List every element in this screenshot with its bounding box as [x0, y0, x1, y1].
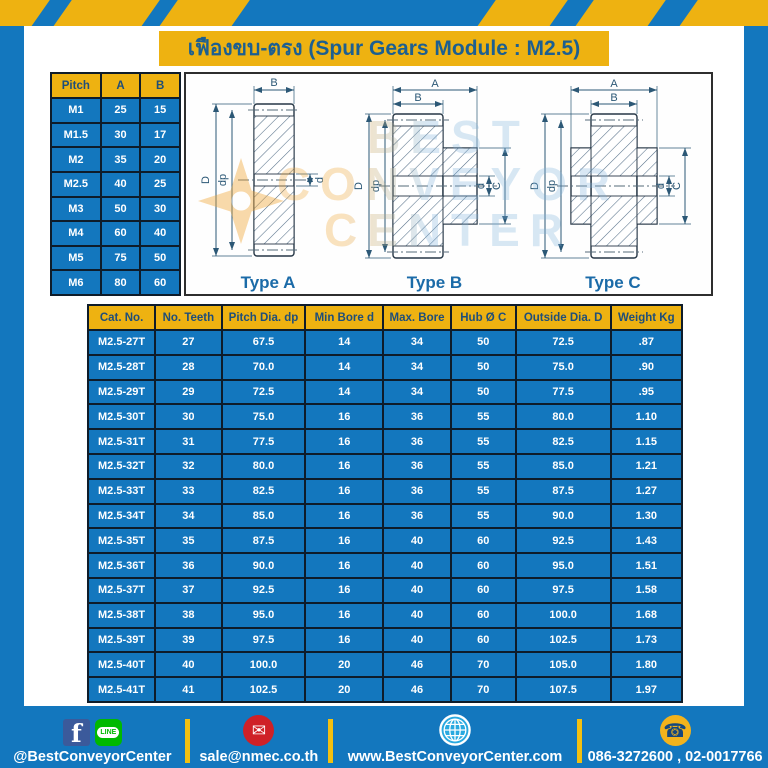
- table-cell: 36: [383, 454, 451, 479]
- table-cell: 46: [383, 652, 451, 677]
- table-cell: M2.5-28T: [88, 355, 155, 380]
- table-cell: 34: [155, 504, 222, 529]
- dim-label-D: D: [352, 182, 365, 190]
- hazard-stripe: [473, 0, 570, 26]
- table-cell: 25: [101, 98, 141, 123]
- table-cell: 55: [451, 504, 516, 529]
- table-cell: 40: [383, 628, 451, 653]
- table-cell: 75.0: [516, 355, 611, 380]
- table-cell: 1.51: [611, 553, 682, 578]
- table-cell: 1.27: [611, 479, 682, 504]
- table-cell: 14: [305, 330, 383, 355]
- dim-label-b: B: [413, 92, 422, 104]
- table-cell: 82.5: [516, 429, 611, 454]
- table-cell: 60: [101, 221, 141, 246]
- table-cell: 40: [140, 221, 180, 246]
- hazard-stripe: [675, 0, 768, 26]
- table-cell: 40: [383, 553, 451, 578]
- table-cell: .87: [611, 330, 682, 355]
- table-cell: 70.0: [222, 355, 306, 380]
- table-row: [51, 270, 180, 295]
- table-cell: 55: [451, 479, 516, 504]
- table-cell: 40: [155, 652, 222, 677]
- table-cell: M2.5-31T: [88, 429, 155, 454]
- dim-label-dp: dp: [546, 179, 558, 193]
- table-cell: 75.0: [222, 404, 306, 429]
- hazard-stripe: [0, 0, 53, 26]
- table-cell: 40: [383, 578, 451, 603]
- table-cell: M5: [51, 246, 101, 271]
- top-hazard-bar: [0, 0, 768, 26]
- table-cell: 20: [140, 147, 180, 172]
- content-area: [24, 26, 744, 706]
- table-cell: 29: [155, 380, 222, 405]
- footer-phone-label: 086-3272600 , 02-0017766: [587, 749, 763, 765]
- table-cell: 28: [155, 355, 222, 380]
- table-cell: M2.5-41T: [88, 677, 155, 702]
- table-cell: 55: [451, 454, 516, 479]
- table-cell: 16: [305, 578, 383, 603]
- table-cell: M2.5-27T: [88, 330, 155, 355]
- watermark-text: BEST CENTER: [186, 74, 711, 294]
- table-cell: 85.0: [222, 504, 306, 529]
- table-cell: .95: [611, 380, 682, 405]
- table-row: [51, 221, 180, 246]
- table-cell: 16: [305, 528, 383, 553]
- table-cell: 30: [155, 404, 222, 429]
- table-cell: 16: [305, 429, 383, 454]
- gear-table-header-row: [88, 305, 682, 330]
- table-cell: 36: [383, 429, 451, 454]
- table-cell: 80.0: [222, 454, 306, 479]
- table-cell: M2.5-39T: [88, 628, 155, 653]
- table-cell: 38: [155, 603, 222, 628]
- table-cell: 102.5: [516, 628, 611, 653]
- table-cell: 1.68: [611, 603, 682, 628]
- table-cell: 105.0: [516, 652, 611, 677]
- table-row: [51, 123, 180, 148]
- dim-label-D: D: [529, 182, 541, 190]
- table-cell: M1: [51, 98, 101, 123]
- column-header: Hub Ø C: [451, 305, 516, 330]
- table-cell: M2.5-30T: [88, 404, 155, 429]
- table-cell: 70: [451, 677, 516, 702]
- diagram-label: Type B: [406, 273, 463, 292]
- table-cell: 16: [305, 628, 383, 653]
- footer-email-label: sale@nmec.co.th: [199, 749, 319, 765]
- table-cell: 33: [155, 479, 222, 504]
- footer-website-link[interactable]: [333, 714, 577, 765]
- column-header: Min Bore d: [305, 305, 383, 330]
- table-cell: 46: [383, 677, 451, 702]
- table-cell: 67.5: [222, 330, 306, 355]
- table-cell: M6: [51, 270, 101, 295]
- table-cell: 32: [155, 454, 222, 479]
- table-row: [88, 504, 682, 529]
- table-cell: 16: [305, 553, 383, 578]
- table-cell: 41: [155, 677, 222, 702]
- table-cell: 60: [451, 553, 516, 578]
- dim-label-D: D: [200, 176, 212, 184]
- table-cell: 16: [305, 404, 383, 429]
- footer-bar: [0, 706, 768, 768]
- footer-social-label: @BestConveyorCenter: [13, 749, 172, 765]
- gear-table-panel: [87, 304, 683, 703]
- dim-label-d: d: [474, 182, 487, 190]
- table-cell: M2.5-35T: [88, 528, 155, 553]
- table-row: [88, 677, 682, 702]
- column-header: Weight Kg: [611, 305, 682, 330]
- table-cell: 60: [451, 528, 516, 553]
- table-cell: 1.97: [611, 677, 682, 702]
- table-cell: 1.43: [611, 528, 682, 553]
- table-cell: 30: [140, 197, 180, 222]
- table-cell: 1.30: [611, 504, 682, 529]
- table-row: [51, 172, 180, 197]
- pitch-table: [50, 72, 181, 296]
- page-title: เฟืองขบ-ตรง (Spur Gears Module : M2.5): [159, 31, 609, 66]
- table-cell: 95.0: [516, 553, 611, 578]
- table-cell: 97.5: [516, 578, 611, 603]
- table-row: [51, 98, 180, 123]
- table-cell: 60: [140, 270, 180, 295]
- column-header: Cat. No.: [88, 305, 155, 330]
- footer-phone-link[interactable]: [582, 715, 768, 765]
- table-cell: 77.5: [516, 380, 611, 405]
- table-cell: 34: [383, 380, 451, 405]
- table-cell: 80.0: [516, 404, 611, 429]
- table-cell: 55: [451, 404, 516, 429]
- table-cell: M2.5-37T: [88, 578, 155, 603]
- table-cell: 31: [155, 429, 222, 454]
- table-cell: 16: [305, 504, 383, 529]
- pitch-table-panel: [50, 72, 181, 296]
- table-cell: 35: [155, 528, 222, 553]
- table-row: [51, 197, 180, 222]
- table-row: [51, 147, 180, 172]
- table-cell: 36: [383, 504, 451, 529]
- dim-label-b: B: [610, 92, 618, 104]
- table-cell: M2.5-34T: [88, 504, 155, 529]
- table-cell: 100.0: [516, 603, 611, 628]
- line-icon: LINE: [95, 719, 122, 746]
- table-cell: 16: [305, 603, 383, 628]
- table-cell: 70: [451, 652, 516, 677]
- table-cell: 27: [155, 330, 222, 355]
- table-cell: 35: [101, 147, 141, 172]
- table-row: [88, 479, 682, 504]
- table-row: [88, 380, 682, 405]
- table-row: [88, 404, 682, 429]
- table-cell: M4: [51, 221, 101, 246]
- table-cell: 14: [305, 380, 383, 405]
- table-cell: 50: [451, 380, 516, 405]
- gear-diagram-type-b: [347, 78, 523, 294]
- table-cell: 36: [383, 404, 451, 429]
- table-cell: 50: [451, 330, 516, 355]
- table-row: [88, 628, 682, 653]
- column-header: Pitch: [51, 73, 101, 98]
- column-header: A: [101, 73, 141, 98]
- table-cell: 20: [305, 677, 383, 702]
- table-row: [88, 528, 682, 553]
- table-cell: 107.5: [516, 677, 611, 702]
- dim-label-d: d: [314, 176, 326, 184]
- table-cell: 1.21: [611, 454, 682, 479]
- dim-label-d: d: [655, 182, 667, 190]
- table-cell: 34: [383, 330, 451, 355]
- table-cell: 16: [305, 479, 383, 504]
- table-row: [88, 603, 682, 628]
- table-cell: 90.0: [516, 504, 611, 529]
- gear-spec-table: [87, 304, 683, 703]
- table-cell: M2.5-36T: [88, 553, 155, 578]
- table-cell: 25: [140, 172, 180, 197]
- table-cell: 40: [383, 528, 451, 553]
- table-row: [88, 330, 682, 355]
- dim-label-dp: dp: [217, 173, 229, 187]
- hazard-stripe: [571, 0, 668, 26]
- table-cell: 95.0: [222, 603, 306, 628]
- pitch-table-header-row: [51, 73, 180, 98]
- table-row: [51, 246, 180, 271]
- table-cell: M2.5-29T: [88, 380, 155, 405]
- table-cell: 30: [101, 123, 141, 148]
- facebook-icon: f: [63, 719, 90, 746]
- dim-label-c: C: [490, 182, 503, 190]
- table-cell: M2.5-33T: [88, 479, 155, 504]
- table-cell: 36: [155, 553, 222, 578]
- diagram-panel: [184, 72, 713, 296]
- table-cell: 14: [305, 355, 383, 380]
- table-cell: 97.5: [222, 628, 306, 653]
- table-cell: 50: [451, 355, 516, 380]
- table-cell: 1.15: [611, 429, 682, 454]
- table-cell: 1.73: [611, 628, 682, 653]
- hazard-stripe: [49, 0, 162, 26]
- table-cell: M3: [51, 197, 101, 222]
- diagram-label: Type C: [585, 273, 641, 292]
- logo-watermark-icon: [198, 158, 284, 244]
- table-cell: 50: [140, 246, 180, 271]
- column-header: Pitch Dia. dp: [222, 305, 306, 330]
- table-cell: 39: [155, 628, 222, 653]
- table-cell: 87.5: [516, 479, 611, 504]
- diagram-label: Type A: [240, 273, 296, 292]
- table-row: [88, 355, 682, 380]
- table-cell: 60: [451, 603, 516, 628]
- table-cell: 1.58: [611, 578, 682, 603]
- table-cell: 92.5: [516, 528, 611, 553]
- gear-diagram-type-c: [525, 78, 701, 294]
- table-cell: 85.0: [516, 454, 611, 479]
- footer-website-label: www.BestConveyorCenter.com: [347, 749, 563, 765]
- table-cell: M2.5-38T: [88, 603, 155, 628]
- table-cell: 36: [383, 479, 451, 504]
- table-cell: 92.5: [222, 578, 306, 603]
- table-cell: 100.0: [222, 652, 306, 677]
- dim-label-b: B: [270, 78, 278, 89]
- table-cell: 20: [305, 652, 383, 677]
- table-cell: 72.5: [516, 330, 611, 355]
- dim-label-a: A: [610, 78, 618, 90]
- table-cell: 72.5: [222, 380, 306, 405]
- table-cell: M2: [51, 147, 101, 172]
- table-cell: 37: [155, 578, 222, 603]
- dim-label-c: C: [671, 182, 683, 190]
- column-header: B: [140, 73, 180, 98]
- dim-label-dp: dp: [369, 179, 382, 193]
- column-header: Outside Dia. D: [516, 305, 611, 330]
- table-row: [88, 429, 682, 454]
- table-cell: 75: [101, 246, 141, 271]
- column-header: Max. Bore: [383, 305, 451, 330]
- table-cell: 1.10: [611, 404, 682, 429]
- email-icon: ✉: [243, 715, 274, 746]
- table-cell: 60: [451, 578, 516, 603]
- table-cell: 50: [101, 197, 141, 222]
- table-cell: 55: [451, 429, 516, 454]
- table-cell: 40: [383, 603, 451, 628]
- table-cell: 16: [305, 454, 383, 479]
- table-row: [88, 454, 682, 479]
- table-row: [88, 652, 682, 677]
- table-cell: 80: [101, 270, 141, 295]
- table-cell: .90: [611, 355, 682, 380]
- table-cell: 40: [101, 172, 141, 197]
- table-cell: 77.5: [222, 429, 306, 454]
- column-header: No. Teeth: [155, 305, 222, 330]
- table-cell: 102.5: [222, 677, 306, 702]
- table-cell: 15: [140, 98, 180, 123]
- table-row: [88, 578, 682, 603]
- table-cell: M2.5: [51, 172, 101, 197]
- hazard-stripe: [155, 0, 252, 26]
- table-cell: 90.0: [222, 553, 306, 578]
- table-cell: M2.5-40T: [88, 652, 155, 677]
- phone-icon: ☎: [660, 715, 691, 746]
- globe-icon: [439, 714, 471, 746]
- table-cell: 82.5: [222, 479, 306, 504]
- table-cell: M1.5: [51, 123, 101, 148]
- table-cell: 34: [383, 355, 451, 380]
- footer-email-link[interactable]: [190, 715, 328, 765]
- table-cell: M2.5-32T: [88, 454, 155, 479]
- table-cell: 87.5: [222, 528, 306, 553]
- dim-label-a: A: [430, 78, 439, 90]
- table-cell: 1.80: [611, 652, 682, 677]
- table-cell: 60: [451, 628, 516, 653]
- table-cell: 17: [140, 123, 180, 148]
- table-row: [88, 553, 682, 578]
- footer-social-link[interactable]: [0, 719, 185, 765]
